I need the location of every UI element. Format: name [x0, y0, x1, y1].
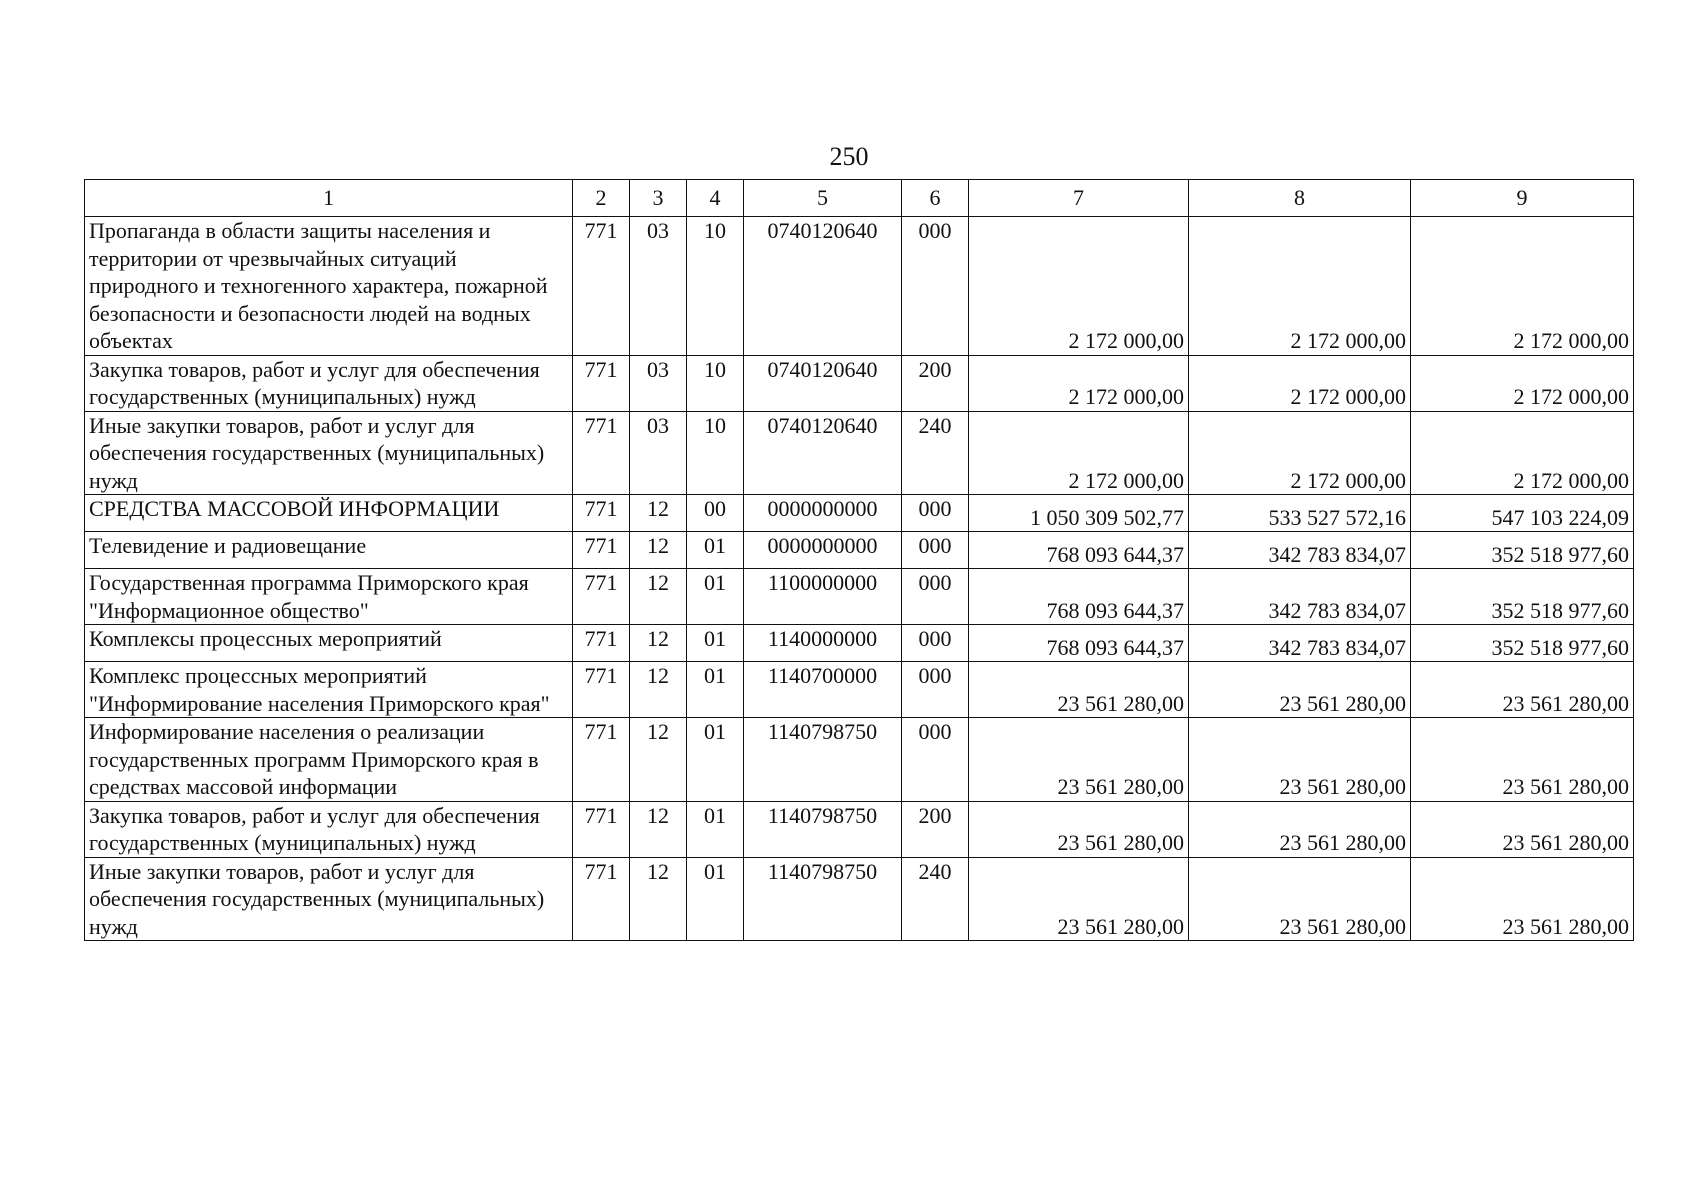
row-code-3: 03: [630, 355, 687, 411]
row-code-6: 000: [902, 532, 969, 569]
table-row: [85, 857, 1634, 941]
table-row: [85, 355, 1634, 411]
table-row: [85, 662, 1634, 718]
row-amount-8: 2 172 000,00: [1189, 411, 1411, 495]
row-amount-8: 2 172 000,00: [1189, 217, 1411, 356]
row-code-3: 12: [630, 625, 687, 662]
table-row: [85, 801, 1634, 857]
row-code-5: 0740120640: [744, 411, 902, 495]
row-amount-9: 23 561 280,00: [1411, 801, 1634, 857]
table-row: [85, 217, 1634, 356]
row-name: Информирование населения о реализации государственных программ Приморского края в средствах массовой информации: [85, 718, 573, 802]
table-row: [85, 625, 1634, 662]
row-code-5: 1140798750: [744, 857, 902, 941]
row-name: Закупка товаров, работ и услуг для обеспечения государственных (муниципальных) нужд: [85, 801, 573, 857]
row-code-4: 10: [687, 355, 744, 411]
row-name: Комплекс процессных мероприятий "Информирование населения Приморского края": [85, 662, 573, 718]
row-code-6: 240: [902, 411, 969, 495]
row-code-2: 771: [573, 625, 630, 662]
row-amount-7: 768 093 644,37: [969, 625, 1189, 662]
row-code-6: 000: [902, 495, 969, 532]
column-header: 3: [630, 180, 687, 217]
header-row: [85, 180, 1634, 217]
row-code-6: 000: [902, 662, 969, 718]
row-name: Комплексы процессных мероприятий: [85, 625, 573, 662]
column-header: 9: [1411, 180, 1634, 217]
row-code-4: 01: [687, 718, 744, 802]
row-code-6: 200: [902, 355, 969, 411]
row-amount-7: 2 172 000,00: [969, 411, 1189, 495]
row-code-5: 1140798750: [744, 801, 902, 857]
row-code-6: 000: [902, 569, 969, 625]
table-row: [85, 495, 1634, 532]
row-amount-8: 342 783 834,07: [1189, 532, 1411, 569]
row-code-5: 0000000000: [744, 495, 902, 532]
row-code-6: 240: [902, 857, 969, 941]
page-number: 250: [829, 142, 869, 171]
row-name: Иные закупки товаров, работ и услуг для обеспечения государственных (муниципальных) нужд: [85, 857, 573, 941]
row-amount-9: 352 518 977,60: [1411, 532, 1634, 569]
row-amount-9: 352 518 977,60: [1411, 569, 1634, 625]
row-code-4: 10: [687, 217, 744, 356]
row-amount-8: 2 172 000,00: [1189, 355, 1411, 411]
row-name: Пропаганда в области защиты населения и территории от чрезвычайных ситуаций природного и техногенного характера, пожарной безопасности и безопасности людей на водных объектах: [85, 217, 573, 356]
row-code-2: 771: [573, 857, 630, 941]
row-amount-7: 23 561 280,00: [969, 857, 1189, 941]
row-code-4: 01: [687, 532, 744, 569]
row-amount-7: 1 050 309 502,77: [969, 495, 1189, 532]
row-code-2: 771: [573, 569, 630, 625]
row-amount-9: 23 561 280,00: [1411, 857, 1634, 941]
table-row: [85, 718, 1634, 802]
row-code-5: 0740120640: [744, 217, 902, 356]
row-amount-9: 2 172 000,00: [1411, 217, 1634, 356]
row-code-3: 12: [630, 662, 687, 718]
row-name: Государственная программа Приморского края "Информационное общество": [85, 569, 573, 625]
row-amount-8: 342 783 834,07: [1189, 569, 1411, 625]
row-code-2: 771: [573, 495, 630, 532]
row-amount-8: 23 561 280,00: [1189, 801, 1411, 857]
row-amount-9: 2 172 000,00: [1411, 355, 1634, 411]
row-amount-7: 768 093 644,37: [969, 532, 1189, 569]
row-amount-8: 342 783 834,07: [1189, 625, 1411, 662]
row-code-5: 0000000000: [744, 532, 902, 569]
row-amount-9: 352 518 977,60: [1411, 625, 1634, 662]
row-code-2: 771: [573, 718, 630, 802]
column-header: 1: [85, 180, 573, 217]
column-header: 5: [744, 180, 902, 217]
row-code-5: 1100000000: [744, 569, 902, 625]
column-header: 4: [687, 180, 744, 217]
row-code-2: 771: [573, 532, 630, 569]
row-code-5: 0740120640: [744, 355, 902, 411]
row-code-6: 000: [902, 718, 969, 802]
row-amount-7: 23 561 280,00: [969, 801, 1189, 857]
row-code-3: 12: [630, 532, 687, 569]
row-amount-8: 23 561 280,00: [1189, 857, 1411, 941]
row-code-4: 01: [687, 662, 744, 718]
row-amount-9: 547 103 224,09: [1411, 495, 1634, 532]
row-amount-7: 2 172 000,00: [969, 355, 1189, 411]
row-code-6: 000: [902, 217, 969, 356]
row-code-3: 12: [630, 495, 687, 532]
row-code-6: 200: [902, 801, 969, 857]
table-row: [85, 569, 1634, 625]
row-amount-7: 23 561 280,00: [969, 662, 1189, 718]
row-code-2: 771: [573, 411, 630, 495]
row-name: Телевидение и радиовещание: [85, 532, 573, 569]
row-amount-9: 2 172 000,00: [1411, 411, 1634, 495]
column-header: 8: [1189, 180, 1411, 217]
column-header: 6: [902, 180, 969, 217]
row-code-3: 12: [630, 857, 687, 941]
row-code-2: 771: [573, 801, 630, 857]
row-name: Иные закупки товаров, работ и услуг для обеспечения государственных (муниципальных) нужд: [85, 411, 573, 495]
row-amount-7: 23 561 280,00: [969, 718, 1189, 802]
row-amount-7: 2 172 000,00: [969, 217, 1189, 356]
table-row: [85, 532, 1634, 569]
row-code-5: 1140798750: [744, 718, 902, 802]
row-name: СРЕДСТВА МАССОВОЙ ИНФОРМАЦИИ: [85, 495, 573, 532]
row-amount-9: 23 561 280,00: [1411, 718, 1634, 802]
row-code-6: 000: [902, 625, 969, 662]
row-code-3: 12: [630, 718, 687, 802]
row-code-2: 771: [573, 355, 630, 411]
row-code-4: 01: [687, 801, 744, 857]
row-code-3: 03: [630, 217, 687, 356]
row-code-4: 01: [687, 857, 744, 941]
row-code-4: 01: [687, 569, 744, 625]
table-row: [85, 411, 1634, 495]
row-amount-7: 768 093 644,37: [969, 569, 1189, 625]
row-amount-8: 533 527 572,16: [1189, 495, 1411, 532]
column-header: 7: [969, 180, 1189, 217]
row-code-3: 03: [630, 411, 687, 495]
row-code-4: 00: [687, 495, 744, 532]
row-code-2: 771: [573, 662, 630, 718]
row-code-5: 1140700000: [744, 662, 902, 718]
row-code-5: 1140000000: [744, 625, 902, 662]
budget-table: [84, 179, 1634, 941]
row-code-4: 01: [687, 625, 744, 662]
row-amount-8: 23 561 280,00: [1189, 718, 1411, 802]
column-header: 2: [573, 180, 630, 217]
row-code-2: 771: [573, 217, 630, 356]
row-name: Закупка товаров, работ и услуг для обеспечения государственных (муниципальных) нужд: [85, 355, 573, 411]
row-code-4: 10: [687, 411, 744, 495]
row-amount-8: 23 561 280,00: [1189, 662, 1411, 718]
row-code-3: 12: [630, 801, 687, 857]
row-amount-9: 23 561 280,00: [1411, 662, 1634, 718]
row-code-3: 12: [630, 569, 687, 625]
